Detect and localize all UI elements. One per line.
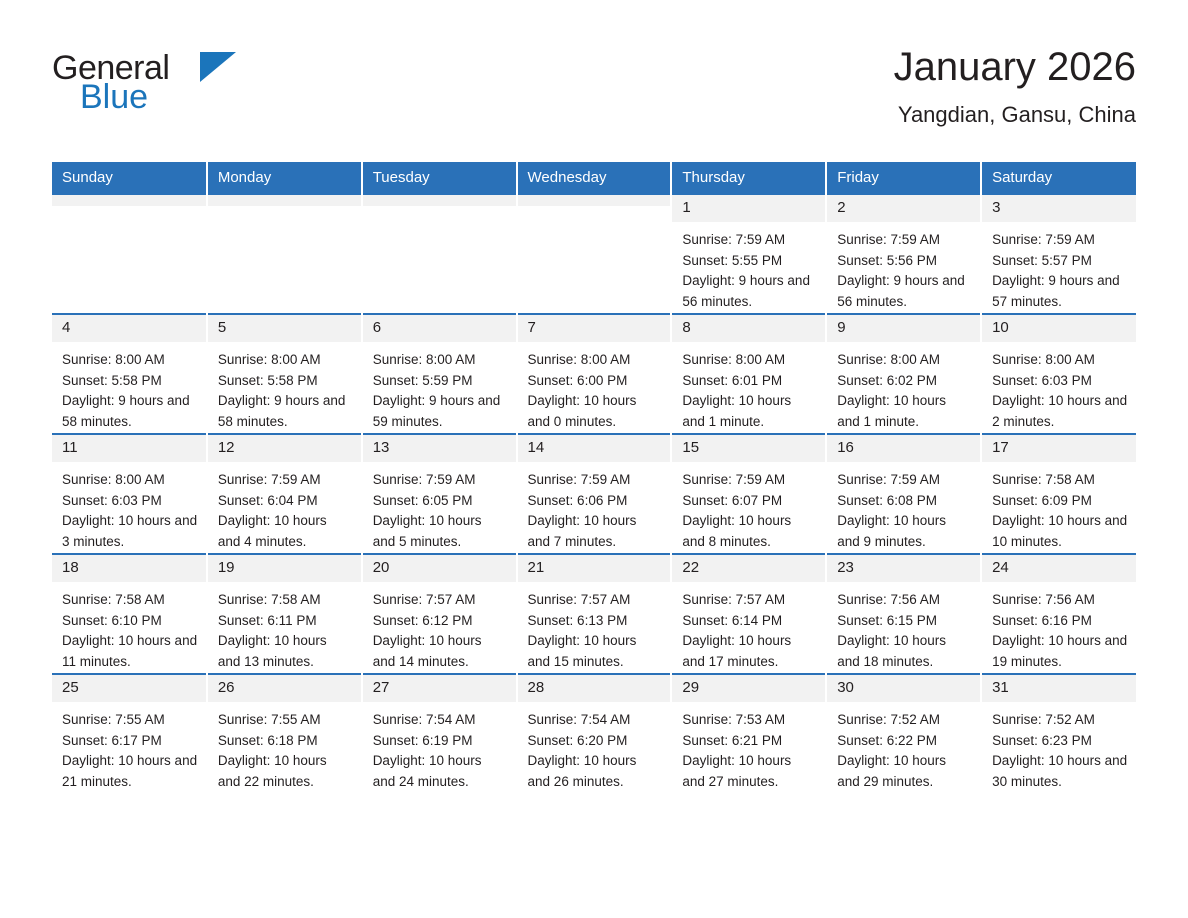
sunset-text: Sunset: 6:16 PM bbox=[992, 612, 1092, 628]
week-row bbox=[52, 194, 1136, 314]
day-cell bbox=[826, 434, 981, 554]
day-number: 11 bbox=[52, 435, 206, 462]
day-cell bbox=[52, 554, 207, 674]
day-details bbox=[982, 582, 1136, 672]
day-cell bbox=[671, 674, 826, 793]
day-number: 2 bbox=[827, 195, 980, 222]
day-number: 21 bbox=[518, 555, 671, 582]
week-row bbox=[52, 554, 1136, 674]
sunset-text: Sunset: 6:20 PM bbox=[527, 732, 628, 748]
day-cell bbox=[207, 194, 362, 314]
sunrise-text: Sunrise: 7:58 AM bbox=[62, 592, 165, 607]
calendar-table bbox=[52, 162, 1136, 793]
daylight-text: Daylight: 9 hours and 58 minutes. bbox=[217, 393, 346, 429]
day-details bbox=[52, 206, 206, 214]
day-cell bbox=[362, 434, 517, 554]
day-cell bbox=[207, 314, 362, 434]
day-cell bbox=[52, 194, 207, 314]
day-cell bbox=[517, 674, 672, 793]
sunset-text: Sunset: 6:11 PM bbox=[217, 612, 317, 628]
sunset-text: Sunset: 6:23 PM bbox=[992, 732, 1092, 748]
sunset-text: Sunset: 6:04 PM bbox=[217, 492, 318, 508]
sunset-text: Sunset: 6:17 PM bbox=[62, 732, 162, 748]
day-number: 9 bbox=[827, 315, 980, 342]
sunrise-text: Sunrise: 7:59 AM bbox=[682, 232, 786, 247]
daylight-text: Daylight: 9 hours and 57 minutes. bbox=[992, 273, 1120, 309]
day-number: 24 bbox=[982, 555, 1136, 582]
weekday-header-wednesday: Wednesday bbox=[517, 162, 672, 194]
day-details bbox=[672, 462, 825, 552]
day-number: 27 bbox=[363, 675, 516, 702]
daylight-text: Daylight: 10 hours and 27 minutes. bbox=[682, 753, 792, 789]
day-number bbox=[363, 195, 516, 206]
day-details bbox=[518, 462, 671, 552]
day-details bbox=[982, 462, 1136, 552]
sunrise-text: Sunrise: 7:56 AM bbox=[837, 592, 941, 607]
day-details bbox=[518, 206, 671, 214]
day-details bbox=[982, 702, 1136, 792]
week-row bbox=[52, 674, 1136, 793]
day-number: 5 bbox=[208, 315, 361, 342]
day-number: 13 bbox=[363, 435, 516, 462]
day-number bbox=[518, 195, 671, 206]
day-cell bbox=[981, 194, 1136, 314]
day-cell bbox=[981, 554, 1136, 674]
sunset-text: Sunset: 6:01 PM bbox=[682, 372, 783, 388]
day-details bbox=[672, 702, 825, 792]
day-number: 12 bbox=[208, 435, 361, 462]
sunset-text: Sunset: 6:22 PM bbox=[837, 732, 938, 748]
day-cell bbox=[517, 434, 672, 554]
day-details bbox=[982, 342, 1136, 432]
day-number: 26 bbox=[208, 675, 361, 702]
day-cell bbox=[52, 434, 207, 554]
day-number: 3 bbox=[982, 195, 1136, 222]
daylight-text: Daylight: 10 hours and 1 minute. bbox=[837, 393, 947, 429]
day-details bbox=[208, 702, 361, 792]
weekday-header-saturday: Saturday bbox=[981, 162, 1136, 194]
day-cell bbox=[981, 434, 1136, 554]
sunrise-text: Sunrise: 7:58 AM bbox=[217, 592, 321, 607]
sunrise-text: Sunrise: 7:52 AM bbox=[837, 712, 941, 727]
daylight-text: Daylight: 10 hours and 11 minutes. bbox=[62, 633, 198, 669]
day-details bbox=[827, 582, 980, 672]
sunset-text: Sunset: 6:09 PM bbox=[992, 492, 1092, 508]
sunset-text: Sunset: 6:21 PM bbox=[682, 732, 783, 748]
triangle-icon bbox=[200, 52, 236, 82]
daylight-text: Daylight: 10 hours and 19 minutes. bbox=[992, 633, 1128, 669]
day-number: 1 bbox=[672, 195, 825, 222]
day-details bbox=[363, 582, 516, 672]
daylight-text: Daylight: 10 hours and 10 minutes. bbox=[992, 513, 1128, 549]
week-row bbox=[52, 314, 1136, 434]
day-details bbox=[982, 222, 1136, 312]
location-subtitle: Yangdian, Gansu, China bbox=[897, 102, 1136, 127]
daylight-text: Daylight: 10 hours and 15 minutes. bbox=[527, 633, 637, 669]
sunrise-text: Sunrise: 7:59 AM bbox=[837, 472, 941, 487]
day-cell bbox=[671, 194, 826, 314]
day-number bbox=[208, 195, 361, 206]
sunrise-text: Sunrise: 8:00 AM bbox=[527, 352, 631, 367]
day-cell bbox=[826, 674, 981, 793]
day-cell bbox=[52, 674, 207, 793]
day-details bbox=[52, 342, 206, 432]
day-number: 31 bbox=[982, 675, 1136, 702]
sunset-text: Sunset: 5:58 PM bbox=[217, 372, 318, 388]
sunset-text: Sunset: 6:12 PM bbox=[372, 612, 473, 628]
day-cell bbox=[826, 314, 981, 434]
day-number: 23 bbox=[827, 555, 980, 582]
day-details bbox=[52, 462, 206, 552]
day-cell bbox=[207, 434, 362, 554]
sunset-text: Sunset: 6:15 PM bbox=[837, 612, 938, 628]
sunrise-text: Sunrise: 8:00 AM bbox=[62, 472, 165, 487]
day-cell bbox=[362, 674, 517, 793]
day-number bbox=[52, 195, 206, 206]
day-details bbox=[363, 206, 516, 214]
sunrise-text: Sunrise: 8:00 AM bbox=[682, 352, 786, 367]
day-cell bbox=[207, 554, 362, 674]
sunrise-text: Sunrise: 8:00 AM bbox=[837, 352, 941, 367]
day-cell bbox=[671, 434, 826, 554]
sunrise-text: Sunrise: 7:59 AM bbox=[992, 232, 1095, 247]
page-header bbox=[52, 40, 1136, 144]
day-number: 14 bbox=[518, 435, 671, 462]
day-details bbox=[827, 462, 980, 552]
day-cell bbox=[517, 194, 672, 314]
sunrise-text: Sunrise: 7:54 AM bbox=[372, 712, 476, 727]
sunrise-text: Sunrise: 7:56 AM bbox=[992, 592, 1095, 607]
weekday-header-friday: Friday bbox=[826, 162, 981, 194]
day-number: 10 bbox=[982, 315, 1136, 342]
brand-logo bbox=[52, 40, 312, 114]
day-cell bbox=[362, 194, 517, 314]
sunset-text: Sunset: 5:57 PM bbox=[992, 252, 1092, 268]
day-number: 8 bbox=[672, 315, 825, 342]
day-cell bbox=[52, 314, 207, 434]
day-cell bbox=[671, 314, 826, 434]
daylight-text: Daylight: 10 hours and 0 minutes. bbox=[527, 393, 637, 429]
daylight-text: Daylight: 10 hours and 1 minute. bbox=[682, 393, 792, 429]
sunrise-text: Sunrise: 7:59 AM bbox=[527, 472, 631, 487]
day-number: 20 bbox=[363, 555, 516, 582]
day-details bbox=[518, 582, 671, 672]
sunset-text: Sunset: 5:55 PM bbox=[682, 252, 783, 268]
day-cell bbox=[981, 674, 1136, 793]
sunrise-text: Sunrise: 7:55 AM bbox=[217, 712, 321, 727]
daylight-text: Daylight: 10 hours and 18 minutes. bbox=[837, 633, 947, 669]
day-details bbox=[827, 702, 980, 792]
day-cell bbox=[517, 554, 672, 674]
weekday-header-thursday: Thursday bbox=[671, 162, 826, 194]
day-cell bbox=[362, 554, 517, 674]
day-details bbox=[363, 462, 516, 552]
day-details bbox=[52, 702, 206, 792]
sunrise-text: Sunrise: 8:00 AM bbox=[992, 352, 1095, 367]
sunset-text: Sunset: 6:18 PM bbox=[217, 732, 318, 748]
sunset-text: Sunset: 6:03 PM bbox=[992, 372, 1092, 388]
daylight-text: Daylight: 10 hours and 5 minutes. bbox=[372, 513, 482, 549]
day-number: 15 bbox=[672, 435, 825, 462]
sunrise-text: Sunrise: 8:00 AM bbox=[62, 352, 165, 367]
day-cell bbox=[517, 314, 672, 434]
sunrise-text: Sunrise: 7:59 AM bbox=[682, 472, 786, 487]
sunset-text: Sunset: 6:05 PM bbox=[372, 492, 473, 508]
sunset-text: Sunset: 6:19 PM bbox=[372, 732, 473, 748]
daylight-text: Daylight: 9 hours and 56 minutes. bbox=[837, 273, 965, 309]
daylight-text: Daylight: 10 hours and 8 minutes. bbox=[682, 513, 792, 549]
day-details bbox=[827, 222, 980, 312]
day-number: 17 bbox=[982, 435, 1136, 462]
sunrise-text: Sunrise: 7:53 AM bbox=[682, 712, 786, 727]
daylight-text: Daylight: 10 hours and 21 minutes. bbox=[62, 753, 198, 789]
day-number: 6 bbox=[363, 315, 516, 342]
sunset-text: Sunset: 6:06 PM bbox=[527, 492, 628, 508]
sunrise-text: Sunrise: 7:54 AM bbox=[527, 712, 631, 727]
day-number: 22 bbox=[672, 555, 825, 582]
day-number: 7 bbox=[518, 315, 671, 342]
sunrise-text: Sunrise: 7:59 AM bbox=[837, 232, 941, 247]
daylight-text: Daylight: 9 hours and 56 minutes. bbox=[682, 273, 810, 309]
daylight-text: Daylight: 10 hours and 9 minutes. bbox=[837, 513, 947, 549]
day-details bbox=[208, 206, 361, 214]
sunset-text: Sunset: 6:02 PM bbox=[837, 372, 938, 388]
sunrise-text: Sunrise: 8:00 AM bbox=[372, 352, 476, 367]
day-number: 19 bbox=[208, 555, 361, 582]
brand-name-general: General bbox=[52, 49, 170, 87]
daylight-text: Daylight: 10 hours and 22 minutes. bbox=[217, 753, 327, 789]
sunrise-text: Sunrise: 7:58 AM bbox=[992, 472, 1095, 487]
sunrise-text: Sunrise: 7:57 AM bbox=[682, 592, 786, 607]
sunset-text: Sunset: 5:59 PM bbox=[372, 372, 473, 388]
page-title: January 2026 bbox=[893, 45, 1136, 89]
sunset-text: Sunset: 5:56 PM bbox=[837, 252, 938, 268]
day-cell bbox=[207, 674, 362, 793]
sunset-text: Sunset: 6:00 PM bbox=[527, 372, 628, 388]
sunset-text: Sunset: 6:13 PM bbox=[527, 612, 628, 628]
day-details bbox=[672, 342, 825, 432]
sunset-text: Sunset: 6:14 PM bbox=[682, 612, 783, 628]
day-details bbox=[363, 342, 516, 432]
day-details bbox=[518, 702, 671, 792]
sunset-text: Sunset: 5:58 PM bbox=[62, 372, 162, 388]
day-cell bbox=[826, 554, 981, 674]
day-number: 25 bbox=[52, 675, 206, 702]
day-number: 4 bbox=[52, 315, 206, 342]
day-number: 16 bbox=[827, 435, 980, 462]
sunrise-text: Sunrise: 7:57 AM bbox=[527, 592, 631, 607]
daylight-text: Daylight: 10 hours and 17 minutes. bbox=[682, 633, 792, 669]
day-number: 30 bbox=[827, 675, 980, 702]
day-cell bbox=[362, 314, 517, 434]
sunset-text: Sunset: 6:08 PM bbox=[837, 492, 938, 508]
daylight-text: Daylight: 10 hours and 3 minutes. bbox=[62, 513, 198, 549]
sunrise-text: Sunrise: 7:57 AM bbox=[372, 592, 476, 607]
daylight-text: Daylight: 10 hours and 13 minutes. bbox=[217, 633, 327, 669]
weekday-header-monday: Monday bbox=[207, 162, 362, 194]
day-details bbox=[208, 342, 361, 432]
sunrise-text: Sunrise: 7:52 AM bbox=[992, 712, 1095, 727]
weekday-header-row bbox=[52, 162, 1136, 194]
day-number: 18 bbox=[52, 555, 206, 582]
daylight-text: Daylight: 10 hours and 4 minutes. bbox=[217, 513, 327, 549]
day-details bbox=[208, 462, 361, 552]
sunrise-text: Sunrise: 7:55 AM bbox=[62, 712, 165, 727]
weekday-header-tuesday: Tuesday bbox=[362, 162, 517, 194]
day-details bbox=[518, 342, 671, 432]
sunrise-text: Sunrise: 7:59 AM bbox=[372, 472, 476, 487]
daylight-text: Daylight: 10 hours and 2 minutes. bbox=[992, 393, 1128, 429]
brand-name-blue: Blue bbox=[80, 78, 149, 116]
day-cell bbox=[826, 194, 981, 314]
daylight-text: Daylight: 9 hours and 59 minutes. bbox=[372, 393, 501, 429]
day-details bbox=[672, 582, 825, 672]
sunset-text: Sunset: 6:07 PM bbox=[682, 492, 783, 508]
daylight-text: Daylight: 9 hours and 58 minutes. bbox=[62, 393, 190, 429]
day-details bbox=[827, 342, 980, 432]
day-details bbox=[208, 582, 361, 672]
calendar-body bbox=[52, 194, 1136, 793]
sunrise-text: Sunrise: 8:00 AM bbox=[217, 352, 321, 367]
weekday-header-sunday: Sunday bbox=[52, 162, 207, 194]
sunset-text: Sunset: 6:10 PM bbox=[62, 612, 162, 628]
daylight-text: Daylight: 10 hours and 29 minutes. bbox=[837, 753, 947, 789]
daylight-text: Daylight: 10 hours and 7 minutes. bbox=[527, 513, 637, 549]
daylight-text: Daylight: 10 hours and 24 minutes. bbox=[372, 753, 482, 789]
day-details bbox=[363, 702, 516, 792]
day-details bbox=[52, 582, 206, 672]
sunset-text: Sunset: 6:03 PM bbox=[62, 492, 162, 508]
week-row bbox=[52, 434, 1136, 554]
day-details bbox=[672, 222, 825, 312]
daylight-text: Daylight: 10 hours and 26 minutes. bbox=[527, 753, 637, 789]
daylight-text: Daylight: 10 hours and 30 minutes. bbox=[992, 753, 1128, 789]
day-cell bbox=[671, 554, 826, 674]
sunrise-text: Sunrise: 7:59 AM bbox=[217, 472, 321, 487]
daylight-text: Daylight: 10 hours and 14 minutes. bbox=[372, 633, 482, 669]
day-number: 28 bbox=[518, 675, 671, 702]
title-block bbox=[894, 40, 1136, 130]
day-number: 29 bbox=[672, 675, 825, 702]
day-cell bbox=[981, 314, 1136, 434]
